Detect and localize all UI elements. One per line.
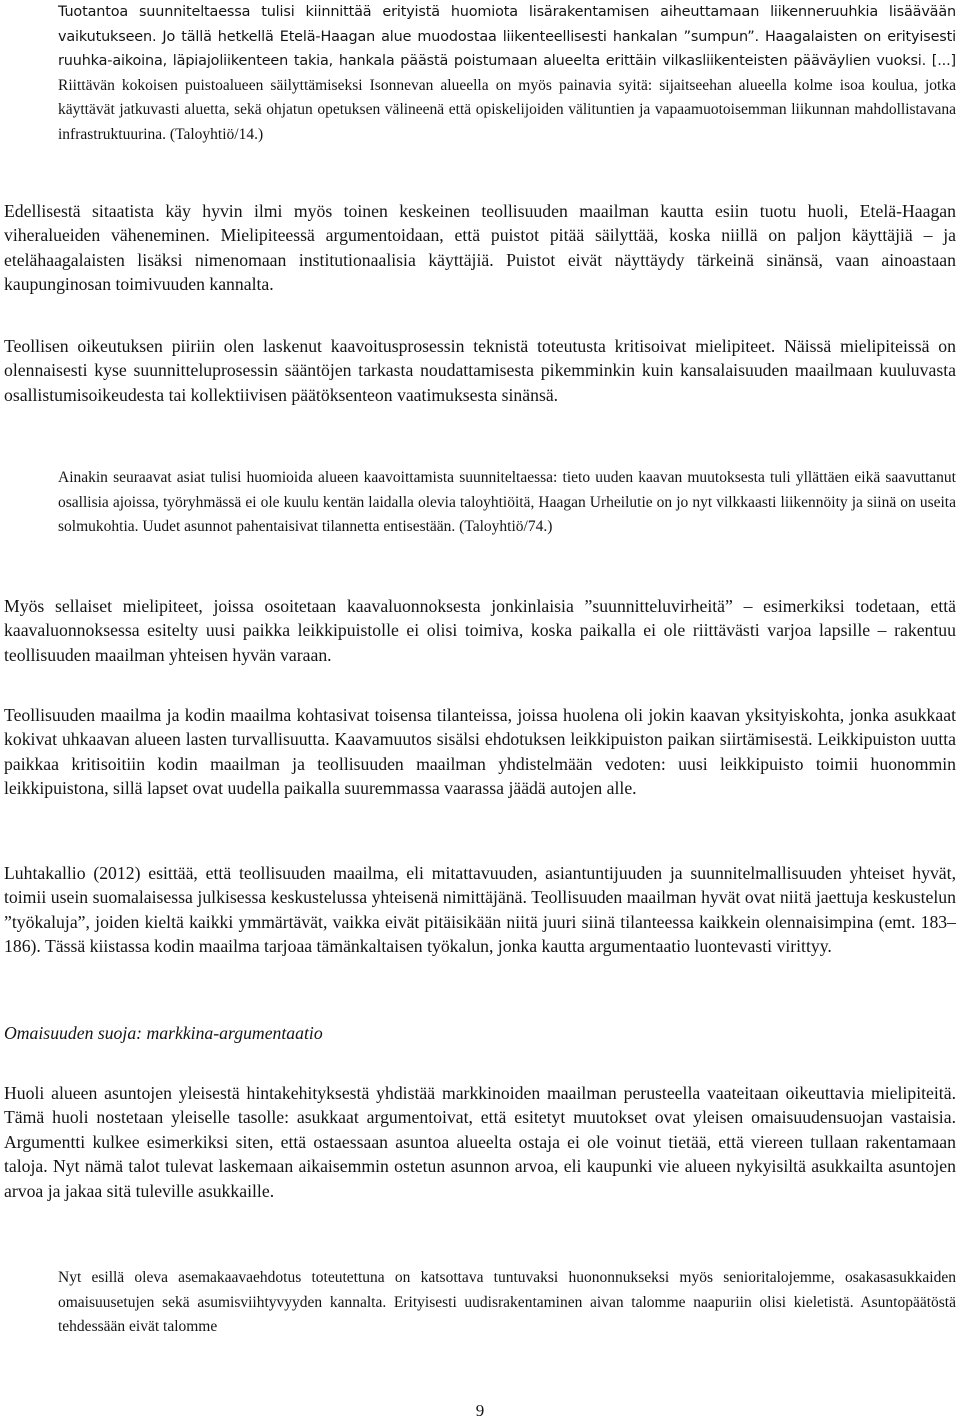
paragraph-1: Edellisestä sitaatista käy hyvin ilmi myös toinen keskeinen teollisuuden maailman kautta esiin tuotu huoli, Etelä-Haagan viheralueiden väheneminen. Mielipiteessä argumentoidaan, että puistot pitää säilyttää, koska niillä on paljon käyttäjiä – ja etelähaagalaisten lisäksi nimenomaan institutionaalisia käyttäjiä. Puistot eivät näyttäydy tärkeinä sinänsä, vaan ainoastaan kaupunginosan toimivuuden kannalta.	[4, 201, 956, 295]
page-number: 9	[475, 1401, 485, 1420]
block-quote-3: Nyt esillä oleva asemakaavaehdotus toteutettuna on katsottava tuntuvaksi huononnukseksi myös senioritalojemme, osakasasukkaiden omaisuusetujen sekä asumisviihtyvyyden kannalta. Erityisesti uudisrakentaminen aivan talomme naapuriin olisi kieletistä. Asuntopäätöstä tehdessään eivät talomme	[58, 1269, 956, 1335]
block-quote-1	[58, 0, 956, 147]
block-quote-2: Ainakin seuraavat asiat tulisi huomioida alueen kaavoittamista suunniteltaessa: tieto uuden kaavan muutoksesta tuli yllättäen eikä saavuttanut osallisia ajoissa, työryhmässä ei ole kuulu kentän laidalla olevia taloyhtiöitä, Haagan Urheilutie on jo nyt vilkkaasti liikennöity ja siinä on useita solmukohtia. Uudet asunnot pahentaisivat tilannetta entisestään. (Taloyhtiö/74.)	[58, 469, 956, 535]
quote-text-serif: Riittävän kokoisen puistoalueen säilyttämiseksi Isonnevan alueella on myös painavia syitä: sijaitseehan alueella kolme isoa koulua, jotka käyttävät jatkuvasti aluetta, sekä ohjatun opetuksen välineenä että opiskelijoiden välituntien ja vapaamuotoisemman liikunnan mahdollistavana infrastruktuurina. (Taloyhtiö/14.)	[58, 76, 956, 143]
paragraph-4: Teollisuuden maailma ja kodin maailma kohtasivat toisensa tilanteissa, joissa huolena oli jokin kaavan yksityiskohta, jonka asukkaat kokivat uhkaavan alueen lasten turvallisuutta. Kaavamuutos sisälsi ehdotuksen leikkipuiston paikan siirtämisestä. Leikkipuiston uutta paikkaa kritisoitiin kodin maailman ja teollisuuden maailman yhdistelmään vedoten: uusi leikkipuisto toimii huonommin leikkipuistona, sillä lapset ovat uudella paikalla suuremmassa vaarassa jäädä autojen alle.	[4, 705, 956, 799]
paragraph-5: Luhtakallio (2012) esittää, että teollisuuden maailma, eli mitattavuuden, asiantuntijuuden ja suunnitelmallisuuden yhteiset hyvät, toimii usein suomalaisessa julkisessa keskustelussa yhteisenä nimittäjänä. Teollisuuden maailman hyvät ovat niitä jaettuja keskustelun ”työkaluja”, joiden kieltä kaikki ymmärtävät, vaikka eivät pitäisikään niitä juuri siinä tilanteessa kaikkein olennaisimpina (emt. 183–186). Tässä kiistassa kodin maailma tarjoaa tämänkaltaisen työkalun, jonka kautta argumentaatio luontevasti virittyy.	[4, 863, 956, 957]
paragraph-3: Myös sellaiset mielipiteet, joissa osoitetaan kaavaluonnoksesta jonkinlaisia ”suunnitteluvirheitä” – esimerkiksi todetaan, että kaavaluonnoksessa esitelty uusi paikka leikkipuistolle ei olisi toimiva, koska paikalla ei ole riittävästi varjoa lapsille – rakentuu teollisuuden maailman yhteisen hyvän varaan.	[4, 596, 956, 665]
paragraph-6: Huoli alueen asuntojen yleisestä hintakehityksestä yhdistää markkinoiden maailman perusteella vaateitaan oikeuttavia mielipiteitä. Tämä huoli nostetaan yleiselle tasolle: asukkaat argumentoivat, että esitetyt muutokset ovat yleisen omaisuudensuojan vastaisia. Argumentti kulkee esimerkiksi siten, että ostaessaan asuntoa alueelta ostaja ei ole voinut tietää, että viereen tullaan rakentamaan taloja. Nyt nämä talot tulevat laskemaan aikaisemmin ostetun asunnon arvoa, eli kaupunki vie alueen nykyisiltä asukkailta asuntojen arvoa ja jakaa sitä tuleville asukkaille.	[4, 1083, 956, 1201]
quote-paragraph	[58, 0, 956, 147]
paragraph-2: Teollisen oikeutuksen piiriin olen laskenut kaavoitusprosessin teknistä toteutusta kritisoivat mielipiteet. Näissä mielipiteissä on olennaisesti kyse suunnitteluprosessin sääntöjen tarkasta noudattamisesta pikemminkin kuin kansalaisuuden maailmaan kuuluvasta osallistumisoikeudesta tai kollektiivisen päätöksenteon vaatimuksesta sinänsä.	[4, 336, 956, 405]
section-heading: Omaisuuden suoja: markkina-argumentaatio	[4, 1023, 323, 1043]
quote-text-sans: Tuotantoa suunniteltaessa tulisi kiinnittää erityistä huomiota lisärakentamisen aiheuttamaan liikenneruuhkia lisäävään vaikutukseen. Jo tällä hetkellä Etelä-Haagan alue muodostaa liikenteellisesti hankalan ”sumpun”. Haagalaisten on erityisesti ruuhka-aikoina, läpiajoliikenteen takia, hankala päästä poistumaan alueelta erittäin vilkasliikenteisten pääväylien vuoksi. [...]	[58, 4, 956, 69]
